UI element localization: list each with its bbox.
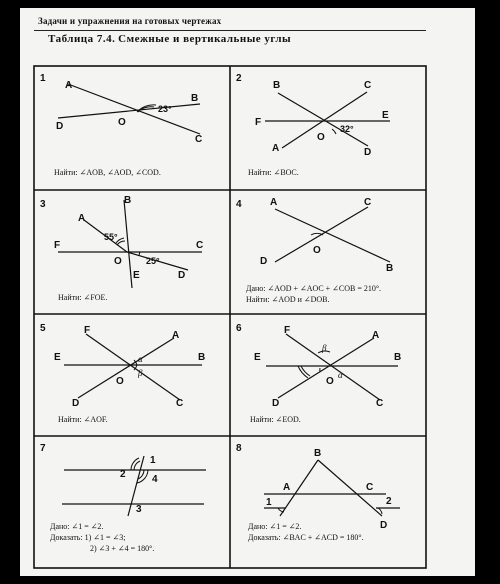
angle-beta: β [322,343,327,353]
cell-number: 8 [236,443,242,454]
point-label-d: D [260,256,268,267]
point-label-d: D [178,270,186,281]
angle-label: 32° [340,124,354,134]
point-label-o: O [313,245,321,256]
point-label-f: F [255,117,262,128]
angle-mark-2: 2 [120,469,126,480]
point-label-b: B [124,195,132,206]
task-text-line2: Доказать: 1) ∠1 = ∠3; [50,533,126,542]
point-label-f: F [284,325,291,336]
cell-1 [40,73,202,177]
angle-mark-3: 3 [136,504,142,515]
point-label-d: D [56,121,64,132]
task-text-line1: Дано: ∠1 = ∠2. [50,522,104,531]
task-text: Найти: ∠FOE. [58,293,108,302]
textbook-page [20,8,475,576]
task-text: Найти: ∠BOC. [248,168,299,177]
point-label-a: A [65,80,73,91]
point-label-c: C [176,398,184,409]
point-label-b: B [386,263,394,274]
point-label-b: B [314,448,322,459]
point-label-e: E [254,352,261,363]
point-label-a: A [372,330,380,341]
angle-label: 23° [158,104,172,114]
point-label-b: B [198,352,206,363]
point-label-e: E [382,110,389,121]
point-label-c: C [195,134,203,145]
angle-alpha: α [138,354,143,364]
point-label-c: C [364,197,372,208]
angle-alpha: α [338,370,343,380]
point-label-c: C [376,398,384,409]
cell-number: 3 [40,199,46,210]
cell-3 [40,195,203,302]
cell-number: 7 [40,443,46,454]
cell-6 [236,323,401,424]
angle-mark-4: 4 [152,474,158,485]
angle-mark-1: 1 [150,455,156,466]
cell-2 [236,73,390,177]
section-heading: Задачи и упражнения на готовых чертежах [38,16,222,26]
cell-number: 1 [40,73,46,84]
cell-number: 5 [40,323,46,334]
point-label-e: E [54,352,61,363]
point-label-c: C [366,482,374,493]
point-label-d: D [72,398,80,409]
table-title: Смежные и вертикальные углы [118,33,292,45]
point-label-o: O [317,132,325,143]
point-label-o: O [114,256,122,267]
point-label-a: A [283,482,291,493]
angle-label-55: 55° [104,232,118,242]
point-label-c: C [196,240,204,251]
task-text: Найти: ∠AOF. [58,415,108,424]
cell-8 [236,443,400,542]
point-label-c: C [364,80,372,91]
point-label-a: A [172,330,180,341]
point-label-d: D [380,520,388,531]
cell-number: 2 [236,73,242,84]
point-label-a: A [78,213,86,224]
point-label-f: F [54,240,61,251]
point-label-d: D [272,398,280,409]
angle-mark-2: 2 [386,496,392,507]
task-text-line2: Доказать: ∠BAC + ∠ACD = 180°. [248,533,364,542]
task-text-line1: Дано: ∠AOD + ∠AOC + ∠COB = 210°. [246,284,382,293]
exercise-grid [20,8,475,576]
cell-number: 6 [236,323,242,334]
task-text-line1: Дано: ∠1 = ∠2. [248,522,302,531]
point-label-b: B [394,352,402,363]
point-label-b: B [273,80,281,91]
point-label-b: B [191,93,199,104]
point-label-d: D [364,147,372,158]
angle-label-25: 25° [146,256,160,266]
point-label-o: O [116,376,124,387]
task-text-line3: 2) ∠3 + ∠4 = 180°. [90,544,155,553]
cell-number: 4 [236,199,242,210]
point-label-o: O [326,376,334,387]
cell-7 [40,443,206,553]
task-text: Найти: ∠EOD. [250,415,301,424]
angle-mark-1: 1 [266,497,272,508]
point-label-f: F [84,325,91,336]
point-label-o: O [118,117,126,128]
cell-5 [40,323,205,424]
cell-4 [236,197,393,304]
task-text-line2: Найти: ∠AOD и ∠DOB. [246,295,330,304]
angle-beta: β [138,368,143,378]
point-label-a: A [272,143,280,154]
point-label-a: A [270,197,278,208]
table-number: Таблица 7.4. [48,33,116,45]
point-label-e: E [133,270,140,281]
task-text: Найти: ∠AOB, ∠AOD, ∠COD. [54,168,161,177]
